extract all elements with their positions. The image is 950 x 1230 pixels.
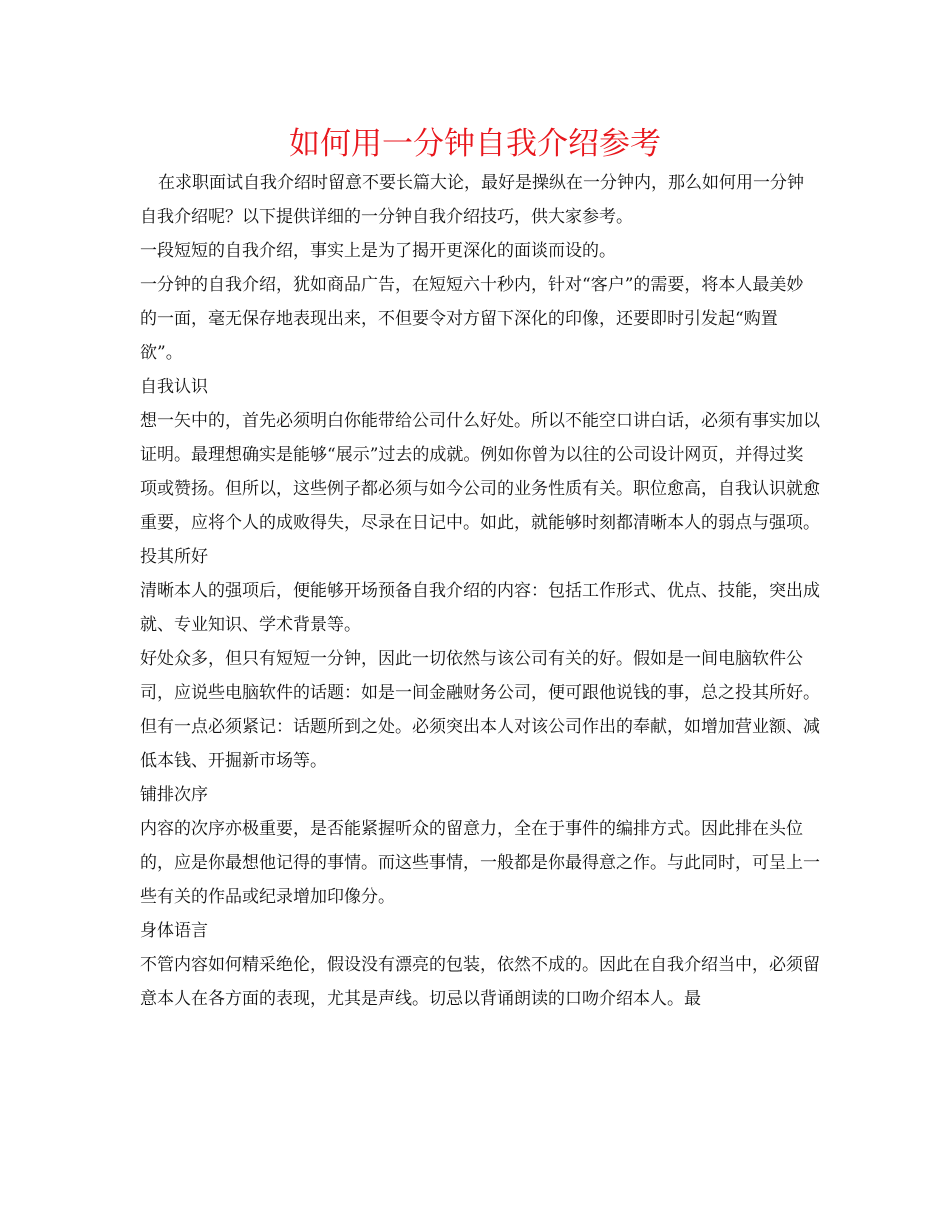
- paragraph-relevance: 好处众多，但只有短短一分钟，因此一切依然与该公司有关的好。假如是一间电脑软件公司，应说些电脑软件的话题：如是一间金融财务公司，便可跟他说钱的事，总之投其所好。: [140, 649, 820, 703]
- document-body: [140, 166, 820, 1016]
- paragraph-body-language: 不管内容如何精采绝伦，假设没有漂亮的包装，依然不成的。因此在自我介绍当中，必须留意本人在各方面的表现，尤其是声线。切忌以背诵朗读的口吻介绍本人。最: [140, 955, 820, 1009]
- section-heading-cater-to-taste: 投其所好: [140, 547, 208, 567]
- paragraph-ordering: 内容的次序亦极重要，是否能紧握听众的留意力，全在于事件的编排方式。因此排在头位的，应是你最想他记得的事情。而这些事情，一般都是你最得意之作。与此同时，可呈上一些有关的作品或纪录增加印像分。: [140, 819, 820, 907]
- paragraph-self-awareness: 想一矢中的，首先必须明白你能带给公司什么好处。所以不能空口讲白话，必须有事实加以证明。最理想确实是能够“展示”过去的成就。例如你曾为以往的公司设计网页，并得过奖项或赞扬。但所以，这些例子都必须与如今公司的业务性质有关。职位愈高，自我认识就愈重要，应将个人的成败得失，尽录在日记中。如此，就能够时刻都清晰本人的弱点与强项。: [140, 411, 820, 533]
- section-heading-body-language: 身体语言: [140, 921, 208, 941]
- paragraph-strengths: 清晰本人的强项后，便能够开场预备自我介绍的内容：包括工作形式、优点、技能，突出成就、专业知识、学术背景等。: [140, 581, 820, 635]
- paragraph-intro: 在求职面试自我介绍时留意不要长篇大论，最好是操纵在一分钟内，那么如何用一分钟自我介绍呢？以下提供详细的一分钟自我介绍技巧，供大家参考。: [140, 173, 804, 227]
- paragraph-contribution: 但有一点必须紧记：话题所到之处。必须突出本人对该公司作出的奉献，如增加营业额、减低本钱、开掘新市场等。: [140, 717, 820, 771]
- section-heading-ordering: 铺排次序: [140, 785, 208, 805]
- section-heading-self-awareness: 自我认识: [140, 377, 208, 397]
- paragraph-purpose: 一段短短的自我介绍，事实上是为了揭开更深化的面谈而设的。: [140, 241, 616, 261]
- page-title: 如何用一分钟自我介绍参考: [289, 126, 661, 162]
- paragraph-advertisement: 一分钟的自我介绍，犹如商品广告，在短短六十秒内，针对“客户”的需要，将本人最美妙的一面，毫无保存地表现出来，不但要令对方留下深化的印像，还要即时引发起“购置欲”。: [140, 275, 804, 363]
